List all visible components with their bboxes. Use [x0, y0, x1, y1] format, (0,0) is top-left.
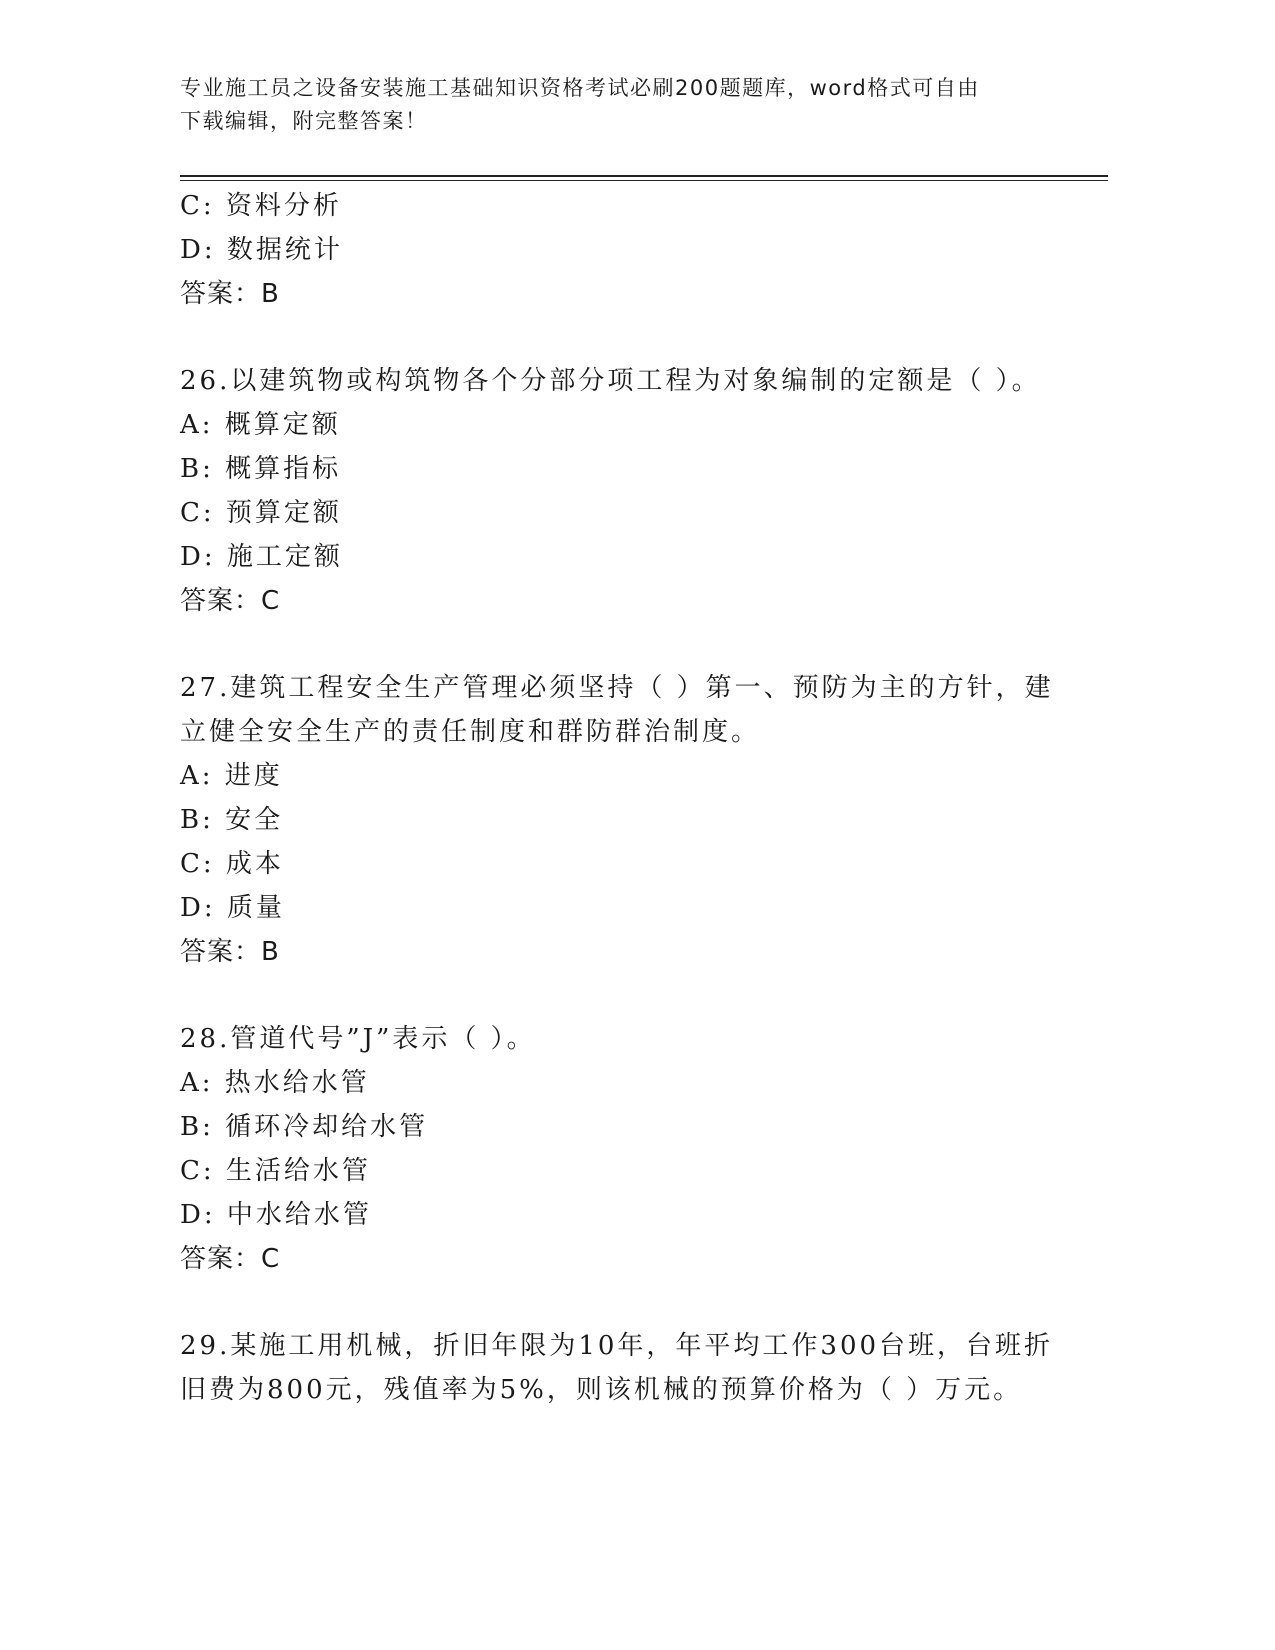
option-a: A: 概算定额 — [180, 410, 341, 440]
option-d: D: 施工定额 — [180, 542, 343, 572]
option-c: C: 生活给水管 — [180, 1156, 371, 1186]
answer-line: 答案：C — [180, 586, 281, 616]
header-divider-thin — [180, 180, 1108, 181]
question-stem: 28.管道代号”J”表示（ ）。 — [180, 1024, 536, 1054]
header-line-1: 专业施工员之设备安装施工基础知识资格考试必刷200题题库，word格式可自由 — [180, 76, 980, 100]
document-header — [180, 72, 1060, 138]
header-divider-thick — [180, 175, 1108, 177]
option-b: B: 安全 — [180, 805, 284, 835]
option-a: A: 进度 — [180, 761, 283, 791]
option-c: C: 成本 — [180, 849, 284, 879]
question-stem-continued: 旧费为800元，残值率为5%，则该机械的预算价格为（ ）万元。 — [180, 1375, 1023, 1405]
option-c: C: 资料分析 — [180, 191, 342, 221]
answer-line: 答案：B — [180, 937, 280, 967]
question-stem: 27.建筑工程安全生产管理必须坚持（ ）第一、预防为主的方针，建 — [180, 673, 1054, 703]
header-line-2: 下载编辑，附完整答案！ — [180, 109, 428, 133]
question-27 — [180, 666, 1080, 974]
answer-line: 答案：B — [180, 279, 280, 309]
question-26 — [180, 359, 1080, 623]
document-body — [180, 184, 1080, 1412]
question-28 — [180, 1017, 1080, 1281]
question-29 — [180, 1324, 1080, 1412]
option-b: B: 循环冷却给水管 — [180, 1112, 429, 1142]
option-d: D: 质量 — [180, 893, 285, 923]
option-b: B: 概算指标 — [180, 454, 342, 484]
answer-line: 答案：C — [180, 1244, 281, 1274]
question-stem-continued: 立健全安全生产的责任制度和群防群治制度。 — [180, 717, 761, 747]
option-a: A: 热水给水管 — [180, 1068, 370, 1098]
option-c: C: 预算定额 — [180, 498, 342, 528]
question-stem: 29.某施工用机械，折旧年限为10年，年平均工作300台班，台班折 — [180, 1331, 1054, 1361]
question-25-continuation — [180, 184, 1080, 316]
option-d: D: 中水给水管 — [180, 1200, 372, 1230]
option-d: D: 数据统计 — [180, 235, 343, 265]
question-stem: 26.以建筑物或构筑物各个分部分项工程为对象编制的定额是（ ）。 — [180, 366, 1041, 396]
